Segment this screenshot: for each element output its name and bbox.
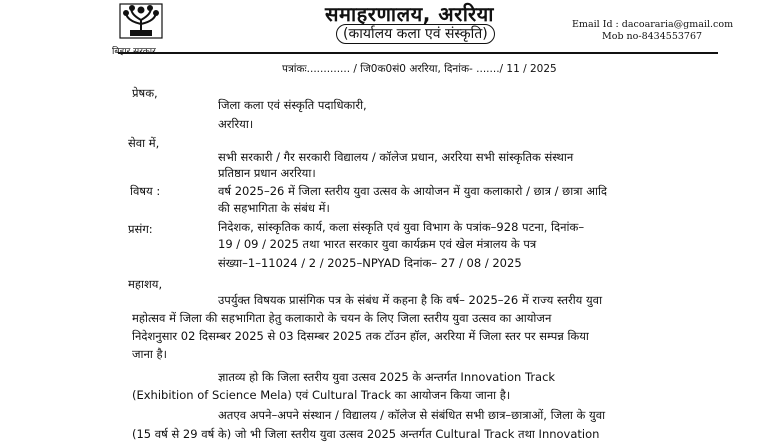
mobile-number: Mob no-8434553767: [602, 31, 703, 42]
recipient-line-2: प्रतिष्ठान प्रधान अररिया।: [218, 166, 316, 180]
body-para1-line4: जाना है।: [132, 347, 167, 361]
office-title: समाहरणालय, अररिया: [325, 2, 494, 26]
body-para2-line2: (Exhibition of Science Mela) एवं Cultural Track का आयोजन किया जाना है।: [132, 388, 511, 402]
reference-line-2: 19 / 09 / 2025 तथा भारत सरकार युवा कार्यक्रम एवं खेल मंत्रालय के पत्र: [218, 237, 537, 251]
reference-line-3: संख्या–1–11024 / 2 / 2025–NPYAD दिनांक– 27 / 08 / 2025: [218, 256, 522, 270]
body-para3-line2: (15 वर्ष से 29 वर्ष के) जो भी जिला स्तरीय युवा उत्सव 2025 अन्तर्गत Cultural Track तथा Innovation: [132, 427, 600, 441]
sender-line-1: जिला कला एवं संस्कृति पदाधिकारी,: [218, 98, 367, 112]
reference-label: प्रसंग:: [128, 222, 153, 236]
body-para1-line3: निदेशनुसार 02 दिसम्बर 2025 से 03 दिसम्बर 2025 तक टॉउन हॉल, अररिया में जिला स्तर पर सम्पन्न किया: [132, 329, 589, 343]
sender-line-2: अररिया।: [218, 117, 254, 131]
reference-line-1: निदेशक, सांस्कृतिक कार्य, कला संस्कृति एवं युवा विभाग के पत्रांक–928 पटना, दिनांक–: [218, 220, 585, 234]
bihar-government-logo: [112, 2, 170, 48]
header-divider: [118, 52, 718, 54]
sender-label: प्रेषक,: [132, 86, 158, 100]
recipient-line-1: सभी सरकारी / गैर सरकारी विद्यालय / कॉलेज प्रधान, अररिया सभी सांस्कृतिक संस्थान: [218, 150, 574, 164]
email-address: Email Id : dacoararia@gmail.com: [572, 19, 734, 30]
subject-label: विषय :: [130, 184, 161, 198]
reference-number-line: पत्रांकः............. / जि0क0सं0 अररिया, दिनांक- ......./ 11 / 2025: [282, 63, 557, 75]
subject-line-1: वर्ष 2025–26 में जिला स्तरीय युवा उत्सव के आयोजन में युवा कलाकारो / छात्र / छात्रा आदि: [218, 184, 608, 198]
body-para3-line1: अतएव अपने–अपने संस्थान / विद्यालय / कॉलेज से संबंधित सभी छात्र–छात्राओं, जिला के युवा: [218, 408, 606, 422]
department-name: (कार्यालय कला एवं संस्कृति): [336, 24, 495, 44]
subject-line-2: की सहभागिता के संबंध में।: [218, 201, 330, 215]
body-para1-line1: उपर्युक्त विषयक प्रासंगिक पत्र के संबंध में कहना है कि वर्ष– 2025–26 में राज्य स्तरीय युवा: [218, 293, 603, 307]
salutation: महाशय,: [128, 277, 163, 291]
body-para2-line1: ज्ञातव्य हो कि जिला स्तरीय युवा उत्सव 2025 के अन्तर्गत Innovation Track: [218, 370, 556, 384]
recipient-label: सेवा में,: [128, 136, 160, 150]
body-para1-line2: महोत्सव में जिला की सहभागिता हेतु कलाकारो के चयन के लिए जिला स्तरीय युवा उत्सव का आयोजन: [132, 311, 552, 325]
logo-caption: बिहार सरकार: [112, 47, 156, 57]
